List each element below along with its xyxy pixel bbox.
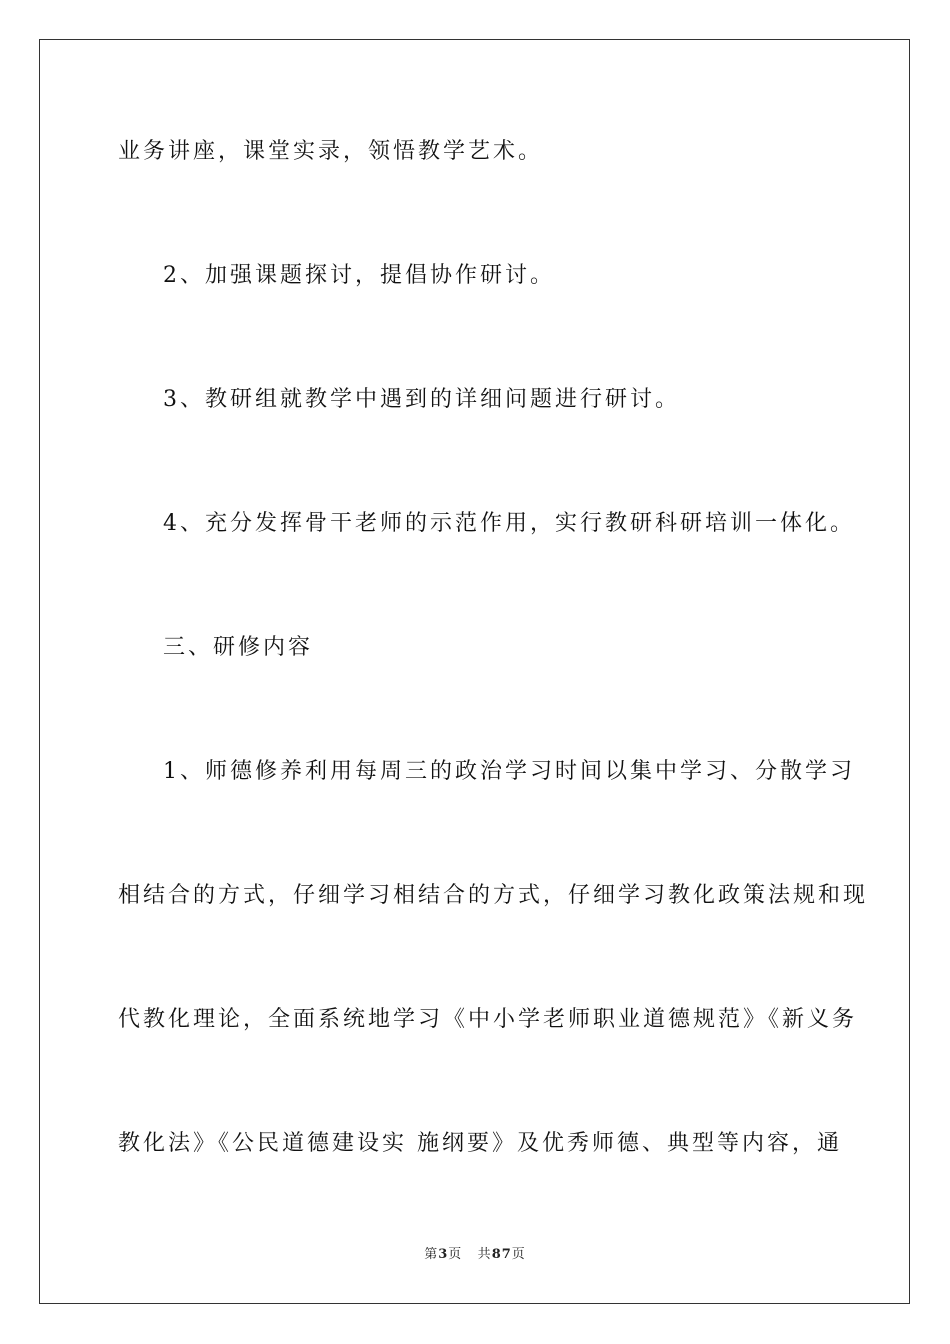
text-line-4: 4、充分发挥骨干老师的示范作用，实行教研科研培训一体化。 [163, 511, 855, 536]
footer-total-prefix: 共 [477, 1247, 492, 1262]
footer-page-number: 3 [438, 1247, 449, 1262]
page-footer [0, 1246, 950, 1264]
text-line-1: 业务讲座，课堂实录，领悟教学艺术。 [118, 139, 544, 164]
text-line-2: 2、加强课题探讨，提倡协作研讨。 [163, 263, 555, 288]
page-border [39, 39, 910, 1304]
footer-total-pages: 87 [491, 1247, 512, 1262]
section-heading: 三、研修内容 [163, 635, 314, 660]
text-line-7: 相结合的方式，仔细学习相结合的方式，仔细学习教化政策法规和现 [118, 883, 869, 908]
text-line-8: 代教化理论，全面系统地学习《中小学老师职业道德规范》《新义务 [118, 1007, 858, 1032]
footer-page-suffix: 页 [448, 1247, 463, 1262]
text-line-9: 教化法》《公民道德建设实 施纲要》及优秀师德、典型等内容，通 [118, 1131, 842, 1156]
text-line-3: 3、教研组就教学中遇到的详细问题进行研讨。 [163, 387, 680, 412]
text-line-6: 1、师德修养利用每周三的政治学习时间以集中学习、分散学习 [163, 759, 855, 784]
footer-page-prefix: 第 [424, 1247, 439, 1262]
footer-total-suffix: 页 [511, 1247, 526, 1262]
